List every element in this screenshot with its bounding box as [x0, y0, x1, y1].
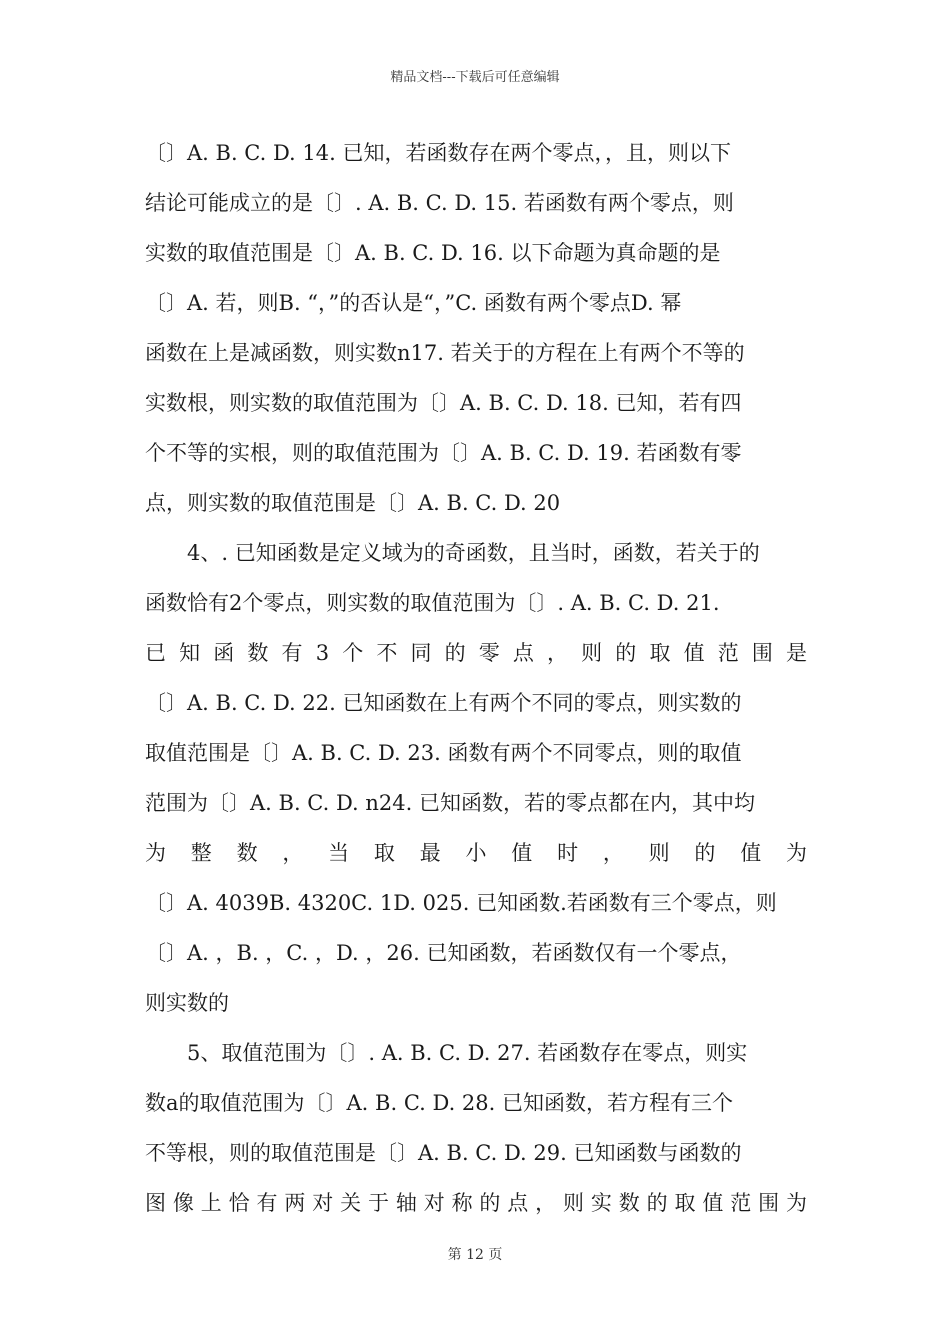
text-line: 个不等的实根，则的取值范围为〔〕A. B. C. D. 19. 若函数有零 — [145, 441, 742, 465]
text-line: 图像上恰有两对关于轴对称的点，则实数的取值范围为 — [145, 1191, 807, 1215]
text-line: 实数根，则实数的取值范围为〔〕A. B. C. D. 18. 已知，若有四 — [145, 391, 742, 415]
text-line: 数a的取值范围为〔〕A. B. C. D. 28. 已知函数，若方程有三个 — [145, 1091, 733, 1115]
text-line: 不等根，则的取值范围是〔〕A. B. C. D. 29. 已知函数与函数的 — [145, 1141, 742, 1165]
text-line: 〔〕A. 4039B. 4320C. 1D. 025. 已知函数.若函数有三个零点，则 — [145, 891, 777, 915]
text-line: 〔〕A. 若，则B. “，”的否认是“，”C. 函数有两个零点D. 幂 — [145, 291, 682, 315]
page-number: 第 12 页 — [447, 1247, 503, 1263]
text-line: 〔〕A. B. C. D. 22. 已知函数在上有两个不同的零点，则实数的 — [145, 691, 742, 715]
text-line: 为整数，当取最小值时，则的值为 — [145, 841, 807, 865]
paragraph-start-line: 4、. 已知函数是定义域为的奇函数，且当时，函数，若关于的 — [187, 541, 760, 565]
text-line: 实数的取值范围是〔〕A. B. C. D. 16. 以下命题为真命题的是 — [145, 241, 721, 265]
text-line: 已知函数有3个不同的零点，则的取值范围是 — [145, 641, 807, 665]
text-line: 则实数的 — [145, 991, 229, 1015]
text-line: 取值范围是〔〕A. B. C. D. 23. 函数有两个不同零点，则的取值 — [145, 741, 742, 765]
text-line: 〔〕A. ，B. ，C. ，D. ，26. 已知函数，若函数仅有一个零点， — [145, 941, 742, 965]
text-line: 函数在上是减函数，则实数n17. 若关于的方程在上有两个不等的 — [145, 341, 745, 365]
text-line: 结论可能成立的是〔〕. A. B. C. D. 15. 若函数有两个零点，则 — [145, 191, 734, 215]
text-line: 〔〕A. B. C. D. 14. 已知，若函数存在两个零点，，且，则以下 — [145, 141, 731, 165]
paragraph-start-line: 5、取值范围为〔〕. A. B. C. D. 27. 若函数存在零点，则实 — [187, 1041, 748, 1065]
page-header: 精品文档---下载后可任意编辑 — [390, 70, 560, 85]
text-line: 范围为〔〕A. B. C. D. n24. 已知函数，若的零点都在内，其中均 — [145, 791, 756, 815]
text-line: 函数恰有2个零点，则实数的取值范围为〔〕. A. B. C. D. 21. — [145, 591, 720, 615]
text-line: 点，则实数的取值范围是〔〕A. B. C. D. 20 — [145, 491, 561, 515]
document-body — [145, 128, 807, 1228]
